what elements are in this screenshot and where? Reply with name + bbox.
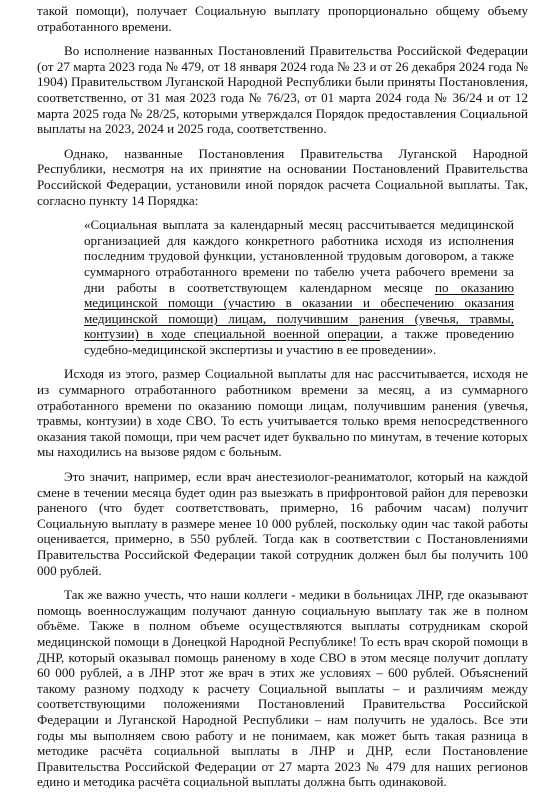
quote-clause-14 — [84, 217, 528, 357]
quote-underlined-text: по оказанию медицинской помощи (участию в оказании и обеспечению оказания медицинской помощи) лицам, получившим ранения (увечья, травмы, контузии) в ходе специальной военной операции — [84, 279, 514, 342]
quote-text-start: «Социальная выплата за календарный месяц рассчитывается медицинской организацией для каждого конкретного работника исходя из исполнения последним трудовой функции, установленной трудовым договором, а также суммарного отработанного времени по табелю учета рабочего времени за дни работы в соответствующем календарном месяце — [84, 217, 514, 295]
quote-text-end: , а также проведению судебно-медицинской экспертизы и участию в ее проведении». — [84, 326, 514, 357]
paragraph-comparison: Так же важно учесть, что наши коллеги - медики в больницах ЛНР, где оказывают помощь военнослужащим получают данную социальную выплату так же в полном объёме. Также в полном объеме осуществляются выплаты сотрудникам скорой медицинской помощи в Донецкой Народной Республике! То есть врач скорой помощи в ДНР, который оказывал помощь раненому в ходе СВО в этом месяце получит доплату 60 000 рублей, а в ЛНР этот же врач в этих же условиях – 600 рублей. Объяснений такому разному подходу к расчету Социальной выплаты – и различиям между соответствующими положениями Постановлений Правительства Российской Федерации и Луганской Народной Республики – нам получить не удалось. Все эти годы мы выполняем свою работу и не понимаем, как может быть такая разница в методике расчёта социальной выплаты в ЛНР и ДНР, если Постановление Правительства Российской Федерации от 27 марта 2023 № 479 для наших регионов едино и методика расчёта социальной выплаты должна быть одинаковой. — [37, 587, 528, 790]
paragraph-continuation: такой помощи), получает Социальную выплату пропорционально общему объему отработанного времени. — [37, 3, 528, 34]
paragraph-consequence: Исходя из этого, размер Социальной выплаты для нас рассчитывается, исходя не из суммарного отработанного работником времени за месяц, а из суммарного отработанного времени по оказанию помощи лицам, получившим ранения (увечья, травмы, контузии) в ходе СВО. То есть учитывается только время непосредственного оказания такой помощи, при чем расчет идет буквально по минутам, в течение которых мы находились на вызове рядом с больным. — [37, 366, 528, 460]
paragraph-calculation-order: Однако, названные Постановления Правительства Луганской Народной Республики, несмотря на их принятие на основании Постановлений Правительства Российской Федерации, установили иной порядок расчета Социальной выплаты. Так, согласно пункту 14 Порядка: — [37, 145, 528, 208]
paragraph-example: Это значит, например, если врач анестезиолог-реаниматолог, который на каждой смене в течении месяца будет один раз выезжать в прифронтовой район для перевозки раненого (что будет соответствовать, примерно, 16 рабочим часам) получит Социальную выплату в размере менее 10 000 рублей, поскольку один час такой работы оценивается, примерно, в 550 рублей. Тогда как в соответствии с Постановлениями Правительства Российской Федерации такой сотрудник должен был бы получить 100 000 рублей. — [37, 469, 528, 578]
paragraph-government-resolutions: Во исполнение названных Постановлений Правительства Российской Федерации (от 27 марта 2023 года № 479, от 18 января 2024 года № 23 и от 26 декабря 2024 года № 1904) Правительством Луганской Народной Республики были приняты Постановления, соответственно, от 31 мая 2023 года № 76/23, от 01 марта 2024 года № 36/24 и от 12 марта 2025 года № 28/25, которыми утверждался Порядок предоставления Социальной выплаты на 2023, 2024 и 2025 года, соответственно. — [37, 43, 528, 137]
